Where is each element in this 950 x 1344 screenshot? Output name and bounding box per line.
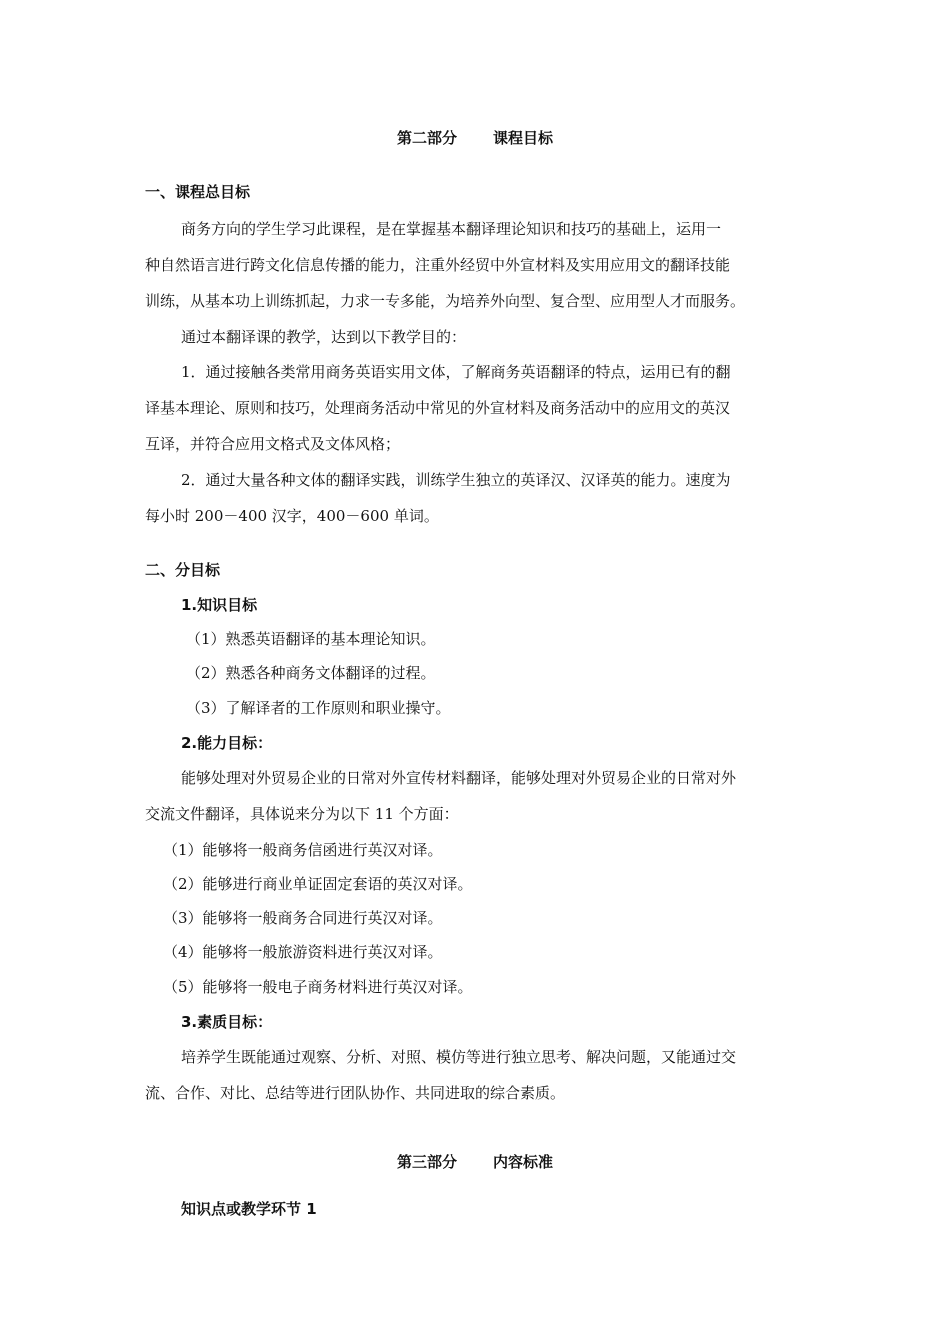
item1-line2: 译基本理论、原则和技巧，处理商务活动中常见的外宣材料及商务活动中的应用文的英汉 — [145, 399, 731, 417]
item2-line1: 2．通过大量各种文体的翻译实践，训练学生独立的英译汉、汉译英的能力。速度为 — [181, 471, 731, 489]
para1-line3: 训练，从基本功上训练抓起，力求一专多能，为培养外向型、复合型、应用型人才而服务。 — [145, 292, 746, 310]
part3-heading — [0, 1152, 950, 1172]
ability-item: （2）能够进行商业单证固定套语的英汉对译。 — [163, 875, 473, 893]
part2-heading — [0, 128, 950, 148]
knowledge-heading: 1.知识目标 — [181, 596, 258, 614]
para1-line2: 种自然语言进行跨文化信息传播的能力，注重外经贸中外宣材料及实用应用文的翻译技能 — [145, 256, 731, 274]
quality-heading: 3.素质目标： — [181, 1013, 273, 1031]
ability-item: （5）能够将一般电子商务材料进行英汉对译。 — [163, 978, 473, 996]
quality-para-line1: 培养学生既能通过观察、分析、对照、模仿等进行独立思考、解决问题，又能通过交 — [181, 1048, 737, 1066]
item2-line2: 每小时 200－400 汉字，400－600 单词。 — [145, 507, 439, 525]
part3-label: 第三部分 — [396, 1153, 457, 1171]
quality-para-line2: 流、合作、对比、总结等进行团队协作、共同进取的综合素质。 — [145, 1084, 566, 1102]
part3-title: 内容标准 — [493, 1153, 554, 1171]
ability-item: （3）能够将一般商务合同进行英汉对译。 — [163, 909, 443, 927]
item1-line1: 1．通过接触各类常用商务英语实用文体，了解商务英语翻译的特点，运用已有的翻 — [181, 363, 731, 381]
part2-title: 课程目标 — [493, 129, 554, 147]
knowledge-item: （2）熟悉各种商务文体翻译的过程。 — [186, 664, 436, 682]
ability-item: （4）能够将一般旅游资料进行英汉对译。 — [163, 943, 443, 961]
item1-line3: 互译，并符合应用文格式及文体风格； — [145, 435, 401, 453]
section1-heading: 一、课程总目标 — [145, 183, 251, 201]
ability-item: （1）能够将一般商务信函进行英汉对译。 — [163, 841, 443, 859]
ability-para-line1: 能够处理对外贸易企业的日常对外宣传材料翻译，能够处理对外贸易企业的日常对外 — [181, 769, 737, 787]
para1-line1: 商务方向的学生学习此课程，是在掌握基本翻译理论知识和技巧的基础上，运用一 — [181, 220, 722, 238]
ability-para-line2: 交流文件翻译，具体说来分为以下 11 个方面： — [145, 805, 459, 823]
knowledge-item: （1）熟悉英语翻译的基本理论知识。 — [186, 630, 436, 648]
ability-heading: 2.能力目标： — [181, 734, 273, 752]
para2: 通过本翻译课的教学，达到以下教学目的： — [181, 328, 467, 346]
knowledge-point-heading: 知识点或教学环节 1 — [181, 1200, 317, 1218]
knowledge-item: （3）了解译者的工作原则和职业操守。 — [186, 699, 451, 717]
section2-heading: 二、分目标 — [145, 561, 221, 579]
part2-label: 第二部分 — [396, 129, 457, 147]
